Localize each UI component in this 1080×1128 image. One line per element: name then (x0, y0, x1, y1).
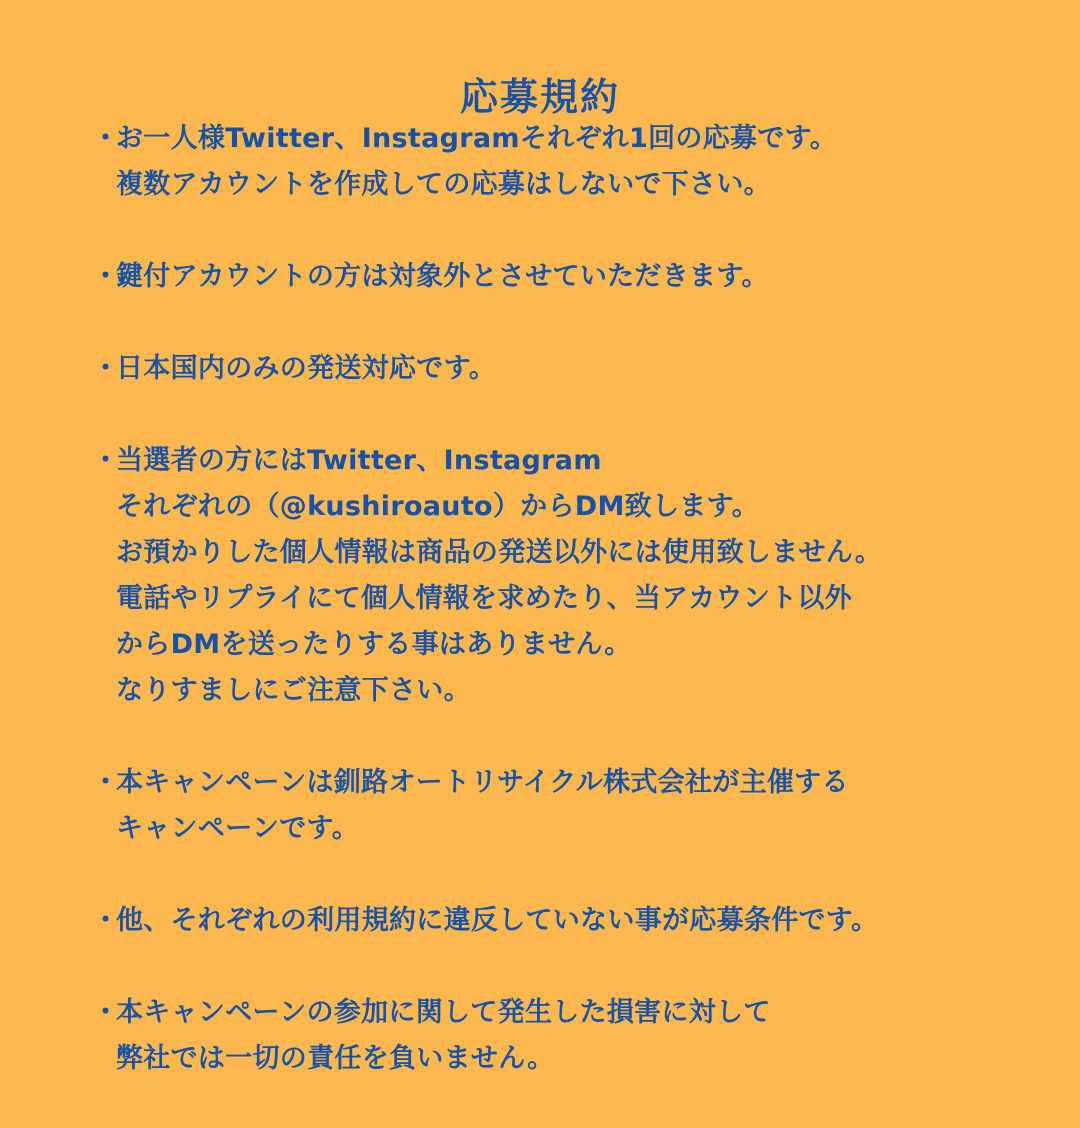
rule-text: お預かりした個人情報は商品の発送以外には使用致しません。 (116, 537, 883, 568)
rule-item (86, 254, 1066, 300)
rule-item (86, 116, 1066, 208)
rule-text: お一人様Twitter、Instagramそれぞれ1回の応募です。 (116, 123, 838, 154)
rule-item (86, 346, 1066, 392)
rule-item (86, 898, 1066, 944)
bullet-icon: ・ (92, 767, 119, 798)
rule-text: からDMを送ったりする事はありません。 (116, 629, 632, 660)
bullet-icon: ・ (92, 123, 119, 154)
rule-text: 日本国内のみの発送対応です。 (116, 353, 497, 384)
bullet-icon: ・ (92, 997, 119, 1028)
rule-item (86, 438, 1066, 714)
bullet-icon: ・ (92, 353, 119, 384)
rule-text: なりすましにご注意下さい。 (116, 675, 471, 706)
bullet-icon: ・ (92, 445, 119, 476)
rule-text: 当選者の方にはTwitter、Instagram (116, 445, 602, 476)
rule-item (86, 760, 1066, 852)
bullet-icon: ・ (92, 905, 119, 936)
rule-text: キャンペーンです。 (116, 813, 359, 844)
rule-item (86, 990, 1066, 1082)
rule-text: 複数アカウントを作成しての応募はしないで下さい。 (116, 169, 771, 200)
rule-text: 鍵付アカウントの方は対象外とさせていただきます。 (116, 261, 769, 292)
bullet-icon: ・ (92, 261, 119, 292)
page-title: 応募規約 (459, 75, 620, 120)
rule-text: それぞれの（@kushiroauto）からDM致します。 (116, 491, 760, 522)
rule-text: 弊社では一切の責任を負いません。 (116, 1043, 555, 1074)
rule-text: 本キャンペーンの参加に関して発生した損害に対して (116, 997, 771, 1028)
rule-text: 本キャンペーンは釧路オートリサイクル株式会社が主催する (116, 767, 849, 798)
rules-list (86, 116, 1066, 1128)
rule-text: 他、それぞれの利用規約に違反していない事が応募条件です。 (116, 905, 879, 936)
rule-text: 電話やリプライにて個人情報を求めたり、当アカウント以外 (116, 583, 853, 614)
